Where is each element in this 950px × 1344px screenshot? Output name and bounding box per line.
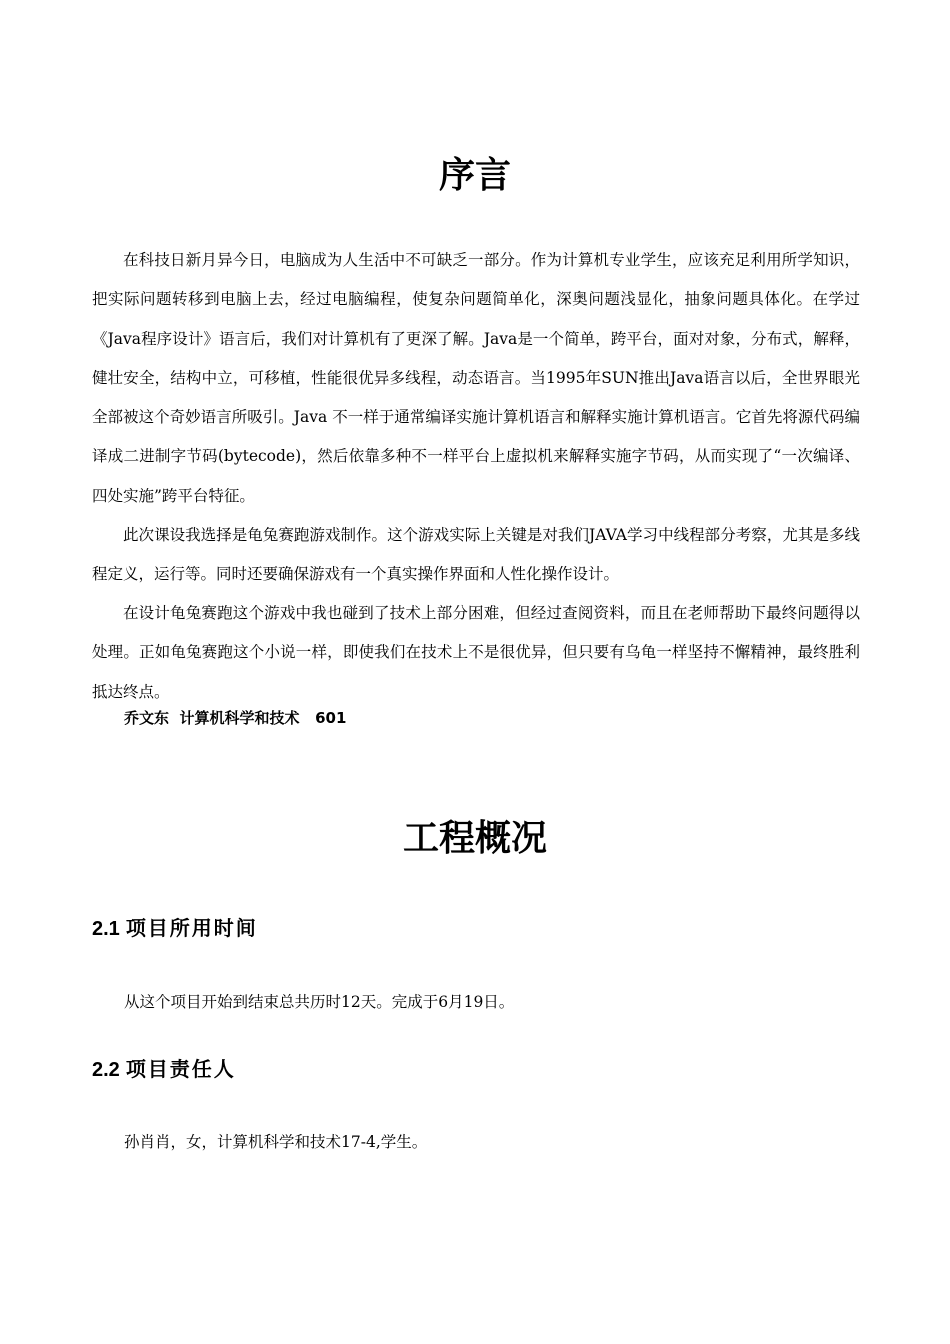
section-body-2-2: 孙肖肖，女，计算机科学和技术17-4,学生。 [124, 1133, 428, 1151]
section-heading-2-1 [92, 914, 258, 943]
section-body-2-1: 从这个项目开始到结束总共历时12天。完成于6月19日。 [124, 993, 515, 1011]
paragraph-text: 在科技日新月异今日，电脑成为人生活中不可缺乏一部分。作为计算机专业学生，应该充足利用所学知识，把实际问题转移到电脑上去，经过电脑编程，使复杂问题简单化，深奥问题浅显化，抽象问题具体化。在学过《Java程序设计》语言后，我们对计算机有了更深了解。Java是一个简单，跨平台，面对对象，分布式，解释，健壮安全，结构中立，可移植，性能很优异多线程，动态语言。当1995年SUN推出Java语言以后，全世界眼光全部被这个奇妙语言所吸引。Java 不一样于通常编译实施计算机语言和解释实施计算机语言。它首先将源代码编译成二进制字节码(bytecode)，然后依靠多种不一样平台上虚拟机来解释实施字节码，从而实现了“一次编译、四处实施”跨平台特征。 [92, 251, 860, 505]
section-label: 项目所用时间 [125, 916, 258, 940]
section-number: 2.2 [92, 1059, 120, 1081]
section-label: 项目责任人 [125, 1057, 236, 1081]
preface-paragraph-2 [92, 516, 860, 595]
preface-paragraph-3 [92, 594, 860, 712]
paragraph-text: 在设计龟兔赛跑这个游戏中我也碰到了技术上部分困难，但经过查阅资料，而且在老师帮助下最终问题得以处理。正如龟兔赛跑这个小说一样，即使我们在技术上不是很优异，但只要有乌龟一样坚持不懈精神，最终胜利抵达终点。 [92, 604, 860, 701]
section-heading-2-2 [92, 1055, 236, 1084]
preface-paragraph-1 [92, 241, 860, 516]
overview-title: 工程概况 [402, 818, 547, 859]
preface-title: 序言 [438, 155, 511, 196]
section-number: 2.1 [92, 918, 120, 940]
author-signature: 乔文东 计算机科学和技术 601 [124, 709, 347, 727]
paragraph-text: 此次课设我选择是龟兔赛跑游戏制作。这个游戏实际上关键是对我们JAVA学习中线程部分考察，尤其是多线程定义，运行等。同时还要确保游戏有一个真实操作界面和人性化操作设计。 [92, 526, 860, 584]
